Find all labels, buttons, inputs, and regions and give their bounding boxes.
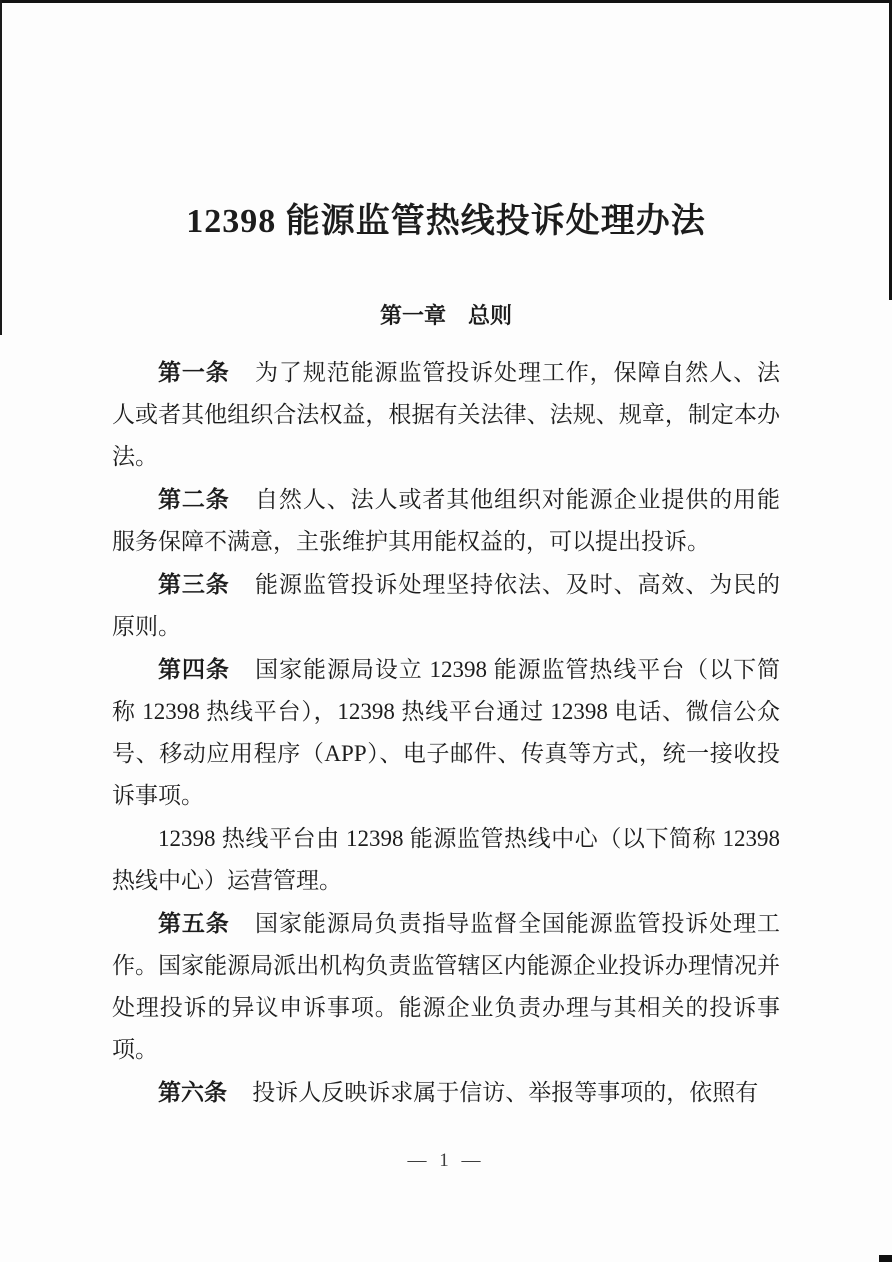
article-number: 第三条	[158, 571, 230, 597]
article-paragraph-3	[112, 563, 780, 648]
document-title: 12398 能源监管热线投诉处理办法	[186, 203, 706, 240]
article-paragraph-6	[112, 902, 780, 1071]
article-text: 国家能源局负责指导监督全国能源监管投诉处理工作。国家能源局派出机构负责监管辖区内能源企业投诉办理情况并处理投诉的异议申诉事项。能源企业负责办理与其相关的投诉事项。	[112, 911, 781, 1062]
article-number: 第四条	[158, 656, 230, 682]
article-paragraph-7	[112, 1071, 780, 1114]
article-paragraph-4	[112, 648, 780, 817]
article-number: 第二条	[158, 486, 230, 512]
article-paragraph-2	[112, 478, 780, 563]
scan-corner-mark	[879, 1255, 892, 1262]
scan-edge-left	[0, 0, 2, 335]
page-number: — 1 —	[407, 1150, 485, 1171]
article-number: 第六条	[158, 1079, 227, 1105]
document-body	[112, 0, 780, 1114]
chapter-heading: 第一章 总则	[379, 303, 512, 328]
article-number: 第一条	[158, 359, 230, 385]
article-text: 为了规范能源监管投诉处理工作，保障自然人、法人或者其他组织合法权益，根据有关法律、法规、规章，制定本办法。	[112, 360, 781, 469]
article-number: 第五条	[158, 910, 230, 936]
article-text: 能源监管投诉处理坚持依法、及时、高效、为民的原则。	[112, 572, 781, 639]
articles-section	[112, 351, 780, 1114]
article-paragraph-1	[112, 351, 780, 478]
article-text: 国家能源局设立 12398 能源监管热线平台（以下简称 12398 热线平台），12398 热线平台通过 12398 电话、微信公众号、移动应用程序（APP）、电子邮件、传真等方式，统一接收投诉事项。	[112, 657, 781, 808]
article-text: 自然人、法人或者其他组织对能源企业提供的用能服务保障不满意，主张维护其用能权益的，可以提出投诉。	[112, 487, 781, 554]
article-text: 投诉人反映诉求属于信访、举报等事项的，依照有	[252, 1080, 759, 1105]
article-text: 12398 热线平台由 12398 能源监管热线中心（以下简称 12398 热线中心）运营管理。	[112, 826, 780, 893]
article-paragraph-5	[112, 817, 780, 902]
